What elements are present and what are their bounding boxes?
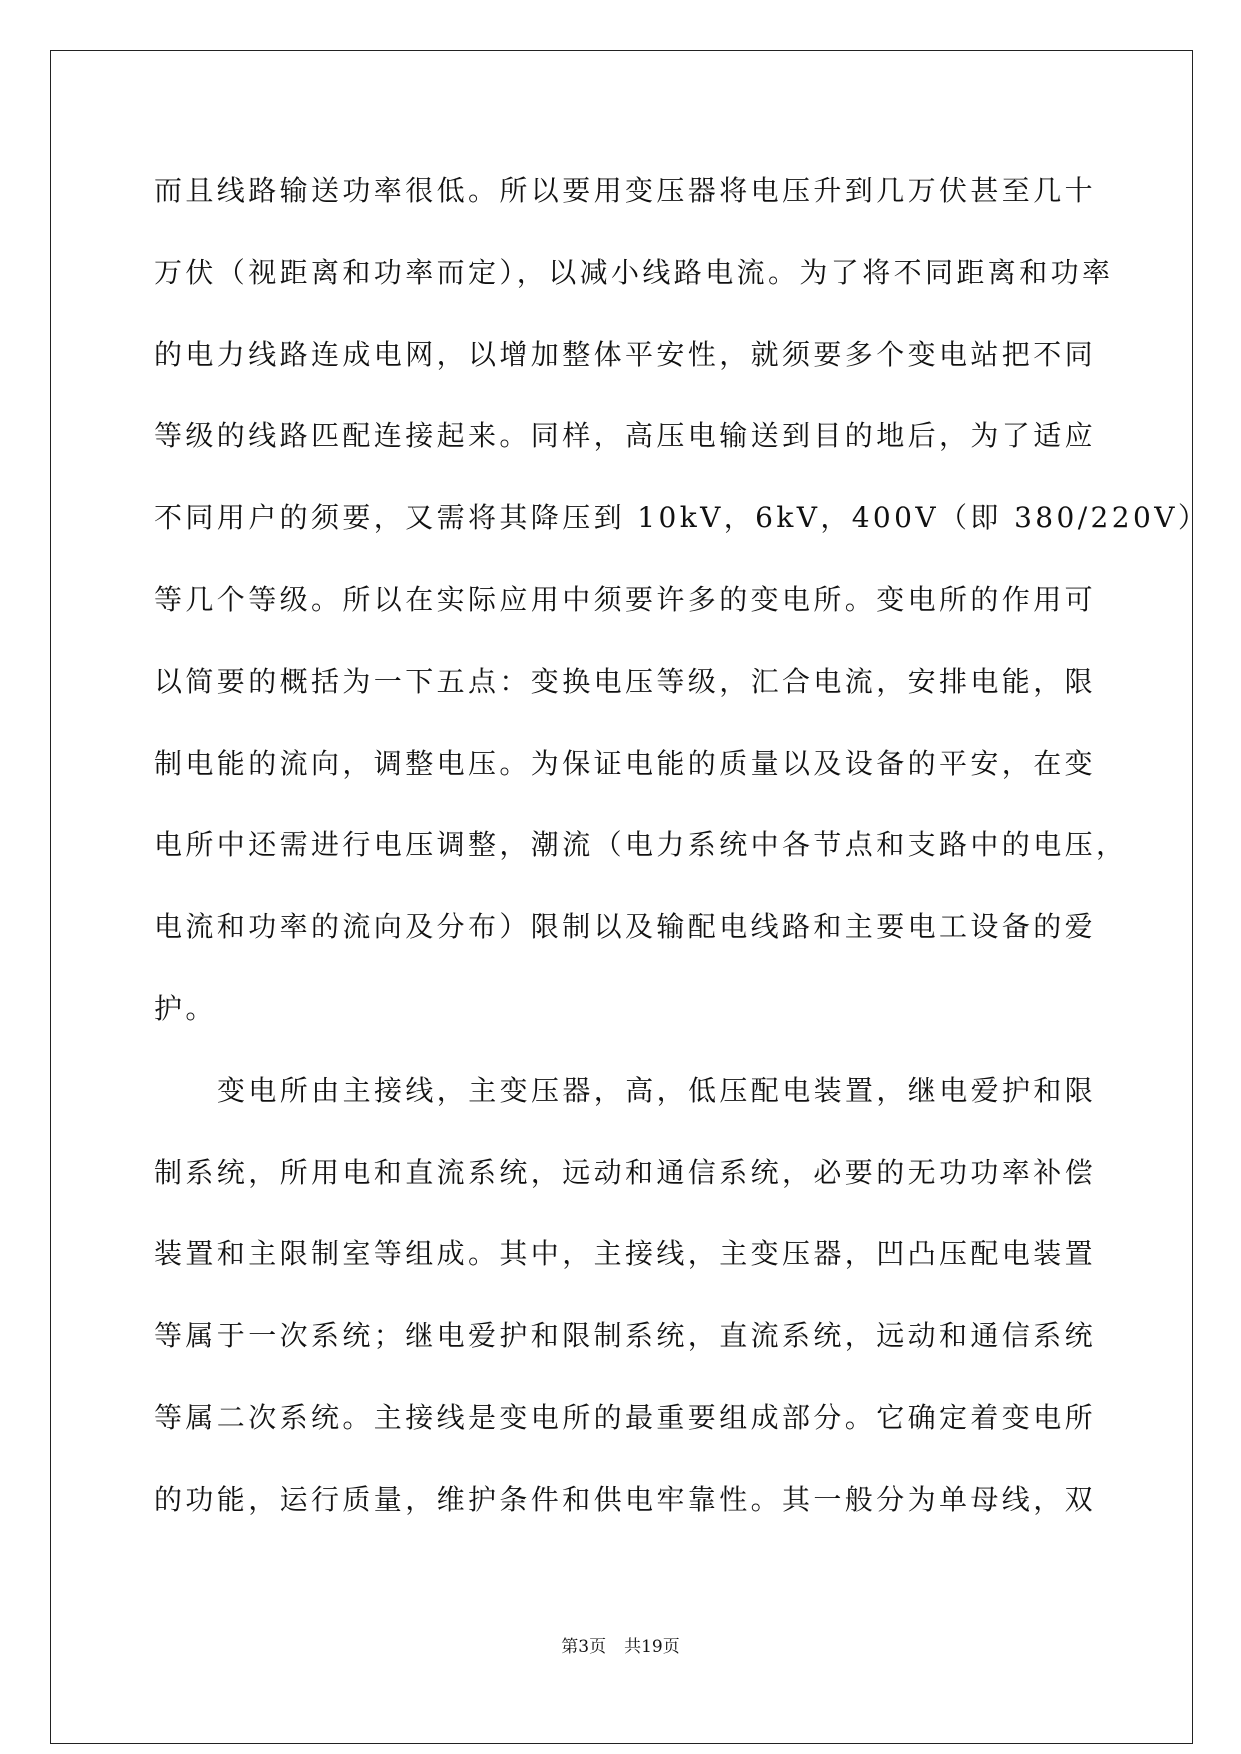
- text-line: 的功能，运行质量，维护条件和供电牢靠性。其一般分为单母线，双: [154, 1482, 1097, 1516]
- text-line: 等属于一次系统；继电爱护和限制系统，直流系统，远动和通信系统: [154, 1319, 1097, 1353]
- text-line: 不同用户的须要，又需将其降压到 10kV，6kV，400V（即 380/220V）: [154, 501, 1210, 535]
- text-line: 制系统，所用电和直流系统，远动和通信系统，必要的无功功率补偿: [154, 1155, 1097, 1189]
- text-line: 等级的线路匹配连接起来。同样，高压电输送到目的地后，为了适应: [154, 419, 1097, 453]
- text-line: 制电能的流向，调整电压。为保证电能的质量以及设备的平安，在变: [154, 746, 1097, 780]
- document-body: [154, 150, 1210, 1541]
- page-total: 共19页: [624, 1637, 680, 1657]
- text-line: 护。: [154, 991, 217, 1025]
- text-line: 的电力线路连成电网，以增加整体平安性，就须要多个变电站把不同: [154, 337, 1097, 371]
- text-line: 万伏（视距离和功率而定），以减小线路电流。为了将不同距离和功率: [154, 255, 1114, 289]
- text-line: 等几个等级。所以在实际应用中须要许多的变电所。变电所的作用可: [154, 582, 1097, 616]
- page-number: 第3页: [561, 1637, 607, 1657]
- text-line: 电流和功率的流向及分布）限制以及输配电线路和主要电工设备的爱: [154, 910, 1097, 944]
- paragraph-1: [154, 150, 1210, 1050]
- paragraph-2: [154, 1050, 1154, 1541]
- page-footer: [0, 1634, 1241, 1660]
- text-line: 等属二次系统。主接线是变电所的最重要组成部分。它确定着变电所: [154, 1400, 1097, 1434]
- text-line: 变电所由主接线，主变压器，高，低压配电装置，继电爱护和限: [217, 1073, 1097, 1107]
- text-line: 以简要的概括为一下五点：变换电压等级，汇合电流，安排电能，限: [154, 664, 1097, 698]
- text-line: 装置和主限制室等组成。其中，主接线，主变压器，凹凸压配电装置: [154, 1237, 1097, 1271]
- text-line: 而且线路输送功率很低。所以要用变压器将电压升到几万伏甚至几十: [154, 174, 1097, 207]
- text-line: 电所中还需进行电压调整，潮流（电力系统中各节点和支路中的电压，: [154, 828, 1128, 862]
